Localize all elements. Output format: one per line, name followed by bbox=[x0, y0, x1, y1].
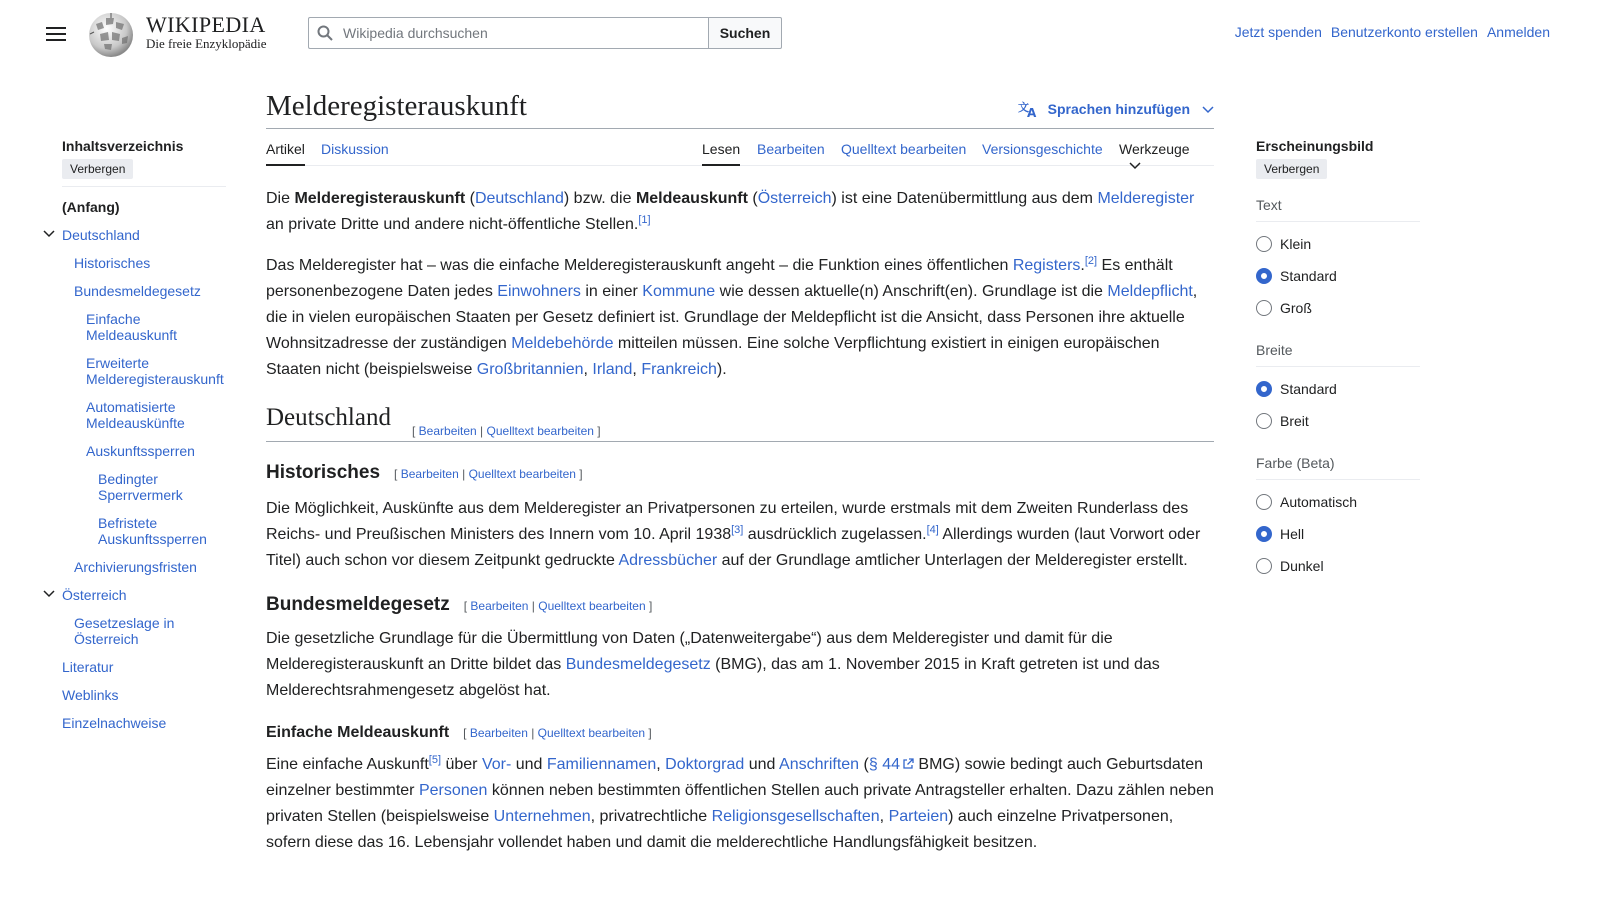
link-adressbuecher[interactable]: Adressbücher bbox=[618, 552, 718, 569]
toc-item-start[interactable] bbox=[62, 199, 226, 215]
toc-item-label: Erweiterte Melderegisterauskunft bbox=[86, 355, 224, 387]
link-grossbritannien[interactable]: Großbritannien bbox=[476, 361, 584, 378]
option-label: Automatisch bbox=[1280, 494, 1358, 510]
link-oesterreich[interactable]: Österreich bbox=[757, 190, 832, 207]
tab-quelltext-bearbeiten[interactable]: Quelltext bearbeiten bbox=[841, 141, 967, 157]
edit-source-section-link[interactable]: Quelltext bearbeiten bbox=[486, 424, 594, 438]
section-heading-historisches bbox=[266, 460, 1214, 490]
appearance-title: Erscheinungsbild bbox=[1256, 138, 1374, 154]
toc-item-label: Gesetzeslage in Österreich bbox=[74, 615, 175, 647]
section-edit-links: [ Bearbeiten | Quelltext bearbeiten ] bbox=[394, 467, 583, 481]
option-label: Standard bbox=[1280, 381, 1337, 397]
search-form bbox=[308, 17, 782, 49]
link-registers[interactable]: Registers bbox=[1012, 257, 1081, 274]
option-label: Dunkel bbox=[1280, 558, 1324, 574]
link-religionsgesellschaften[interactable]: Religionsgesellschaften bbox=[711, 808, 880, 825]
chevron-down-icon[interactable] bbox=[43, 588, 55, 600]
toc-item-label: Österreich bbox=[62, 587, 127, 603]
color-hell[interactable] bbox=[1256, 518, 1420, 550]
reference-link[interactable]: [2] bbox=[1084, 255, 1098, 267]
bold-term: Meldeauskunft bbox=[635, 190, 748, 207]
svg-text:文: 文 bbox=[1017, 101, 1029, 114]
toc-item-bedingter-sperrvermerk[interactable] bbox=[62, 471, 226, 503]
section-edit-links: [ Bearbeiten | Quelltext bearbeiten ] bbox=[412, 424, 601, 438]
edit-source-section-link[interactable]: Quelltext bearbeiten bbox=[468, 467, 576, 481]
paragraph-historisches: Die Möglichkeit, Auskünfte aus dem Melderegister an Privatpersonen zu erteilen, wurde erstmals mit dem Zweiten Runderlass des Reichs- und Preußischen Ministers des Innern vom 10. April 1938[3] ausdrücklich zugelassen.[4] Allerdings wurden (laut Vorwort oder Titel) auch schon vor diesem Zeitpunkt gedruckte Adressbücher auf der Grundlage amtlicher Unterlagen der Melderegister erstellt. bbox=[266, 500, 1201, 569]
create-account-link[interactable]: Benutzerkonto erstellen bbox=[1330, 24, 1478, 40]
link-anschriften[interactable]: Anschriften bbox=[779, 756, 860, 773]
article-body bbox=[266, 186, 1214, 856]
section-edit-links: [ Bearbeiten | Quelltext bearbeiten ] bbox=[463, 726, 652, 740]
color-options bbox=[1256, 486, 1420, 582]
link-melderegister[interactable]: Melderegister bbox=[1097, 190, 1195, 207]
toc-item-historisches[interactable] bbox=[62, 255, 226, 271]
option-label: Groß bbox=[1280, 300, 1312, 316]
tools-menu[interactable] bbox=[1119, 141, 1214, 180]
hamburger-icon bbox=[46, 26, 66, 42]
text-size-options bbox=[1256, 228, 1420, 324]
link-deutschland[interactable]: Deutschland bbox=[474, 190, 564, 207]
radio-button[interactable] bbox=[1256, 413, 1272, 429]
toc-item-label: Weblinks bbox=[62, 687, 119, 703]
chevron-down-icon bbox=[1202, 103, 1214, 115]
paragraph-intro: Die Melderegisterauskunft (Deutschland) bzw. die Meldeauskunft (Österreich) ist eine Datenübermittlung aus dem Melderegister an private Dritte und andere nicht-öffentliche Stellen.[1] bbox=[266, 190, 1195, 233]
width-breit[interactable] bbox=[1256, 405, 1420, 437]
page-title: Melderegisterauskunft bbox=[266, 90, 527, 122]
toc-item-label: Bundesmeldegesetz bbox=[74, 283, 201, 299]
text-size-klein[interactable] bbox=[1256, 228, 1420, 260]
reference-link[interactable]: [5] bbox=[428, 754, 442, 766]
link-meldepflicht[interactable]: Meldepflicht bbox=[1107, 283, 1193, 300]
option-label: Klein bbox=[1280, 236, 1312, 252]
tab-versionsgeschichte[interactable]: Versionsgeschichte bbox=[982, 141, 1103, 157]
login-link[interactable]: Anmelden bbox=[1486, 24, 1550, 40]
toc-item-label: Archivierungsfristen bbox=[74, 559, 197, 575]
link-familiennamen[interactable]: Familiennamen bbox=[546, 756, 657, 773]
paragraph-bundesmeldegesetz: Die gesetzliche Grundlage für die Übermittlung von Daten („Datenweitergabe“) aus dem Melderegister und damit für die Melderegisterauskunft an Dritte bildet das Bundesmeldegesetz (BMG), das am 1. November 2015 in Kraft getreten ist und das Melderechtsrahmengesetz abgelöst hat. bbox=[266, 630, 1160, 699]
paragraph-melderegister: Das Melderegister hat – was die einfache Melderegisterauskunft angeht – die Funktion eines öffentlichen Registers.[2] Es enthält personenbezogene Daten jedes Einwohners in einer Kommune wie dessen aktuelle(n) Anschrift(en). Grundlage ist die Meldepflicht, die in vielen europäischen Staaten per Gesetz definiert ist. Grundlage der Meldepflicht ist die Ansicht, dass Personen ihre aktuelle Wohnsitzadresse der zuständigen Meldebehörde mitteilen müssen. Eine solche Verpflichtung existiert in einigen europäischen Staaten nicht (beispielsweise Großbritannien, Irland, Frankreich). bbox=[266, 255, 1198, 378]
toc-item-label: Deutschland bbox=[62, 227, 140, 243]
title-row bbox=[266, 88, 1214, 129]
paragraph-einfache-meldeauskunft: Eine einfache Auskunft[5] über Vor- und Familiennamen, Doktorgrad und Anschriften (§ 44 BMG) sowie bedingt auch Geburtsdaten einzelner bestimmter Personen können neben bestimmten öffentlichen Stellen auch private Antragsteller erhalten. Dazu zählen neben privaten Stellen (beispielsweise Unternehmen, privatrechtliche Religionsgesellschaften, Parteien) auch einzelne Privatpersonen, sofern diese das 16. Lebensjahr vollendet haben und damit die melderechtliche Handlungsfähigkeit besitzen. bbox=[266, 754, 1214, 851]
link-vorname[interactable]: Vor- bbox=[481, 756, 512, 773]
link-personen[interactable]: Personen bbox=[418, 782, 488, 799]
wikipedia-wordmark[interactable]: WIKIPEDIA bbox=[146, 12, 266, 37]
search-icon bbox=[317, 25, 333, 41]
heading-text: Bundesmeldegesetz bbox=[266, 594, 450, 615]
heading-text: Historisches bbox=[266, 462, 381, 483]
globe-icon bbox=[86, 10, 136, 58]
language-icon bbox=[1018, 100, 1038, 118]
link-irland[interactable]: Irland bbox=[592, 361, 633, 378]
donate-link[interactable]: Jetzt spenden bbox=[1234, 24, 1322, 40]
wikipedia-globe-logo[interactable] bbox=[86, 10, 136, 58]
link-bundesmeldegesetz[interactable]: Bundesmeldegesetz bbox=[565, 656, 711, 673]
search-box bbox=[308, 17, 708, 49]
link-paragraph-44[interactable]: § 44 bbox=[868, 756, 900, 773]
appearance-panel bbox=[1256, 138, 1420, 582]
reference-link[interactable]: [4] bbox=[926, 524, 939, 536]
toc-hide-button[interactable]: Verbergen bbox=[62, 159, 133, 179]
chevron-down-icon bbox=[1129, 159, 1141, 171]
radio-button[interactable] bbox=[1256, 300, 1272, 316]
wikipedia-tagline: Die freie Enzyklopädie bbox=[146, 36, 267, 51]
edit-section-link[interactable]: Bearbeiten bbox=[400, 467, 459, 481]
section-heading-deutschland bbox=[266, 403, 1214, 442]
toc-item-bundesmeldegesetz[interactable] bbox=[62, 283, 226, 299]
tab-lesen[interactable]: Lesen bbox=[702, 141, 740, 166]
toc-item-deutschland[interactable] bbox=[62, 227, 226, 243]
radio-button-selected[interactable] bbox=[1256, 268, 1272, 284]
color-label: Farbe (Beta) bbox=[1256, 455, 1420, 480]
heading-text: Deutschland bbox=[266, 404, 391, 431]
link-einwohners[interactable]: Einwohners bbox=[497, 283, 581, 300]
search-input[interactable] bbox=[341, 24, 685, 42]
toc-item-gesetzeslage[interactable] bbox=[62, 615, 226, 647]
site-header bbox=[0, 0, 1600, 66]
toc-item-label: Bedingter Sperrvermerk bbox=[98, 471, 183, 503]
toc-item-label: Automatisierte Meldeauskünfte bbox=[86, 399, 185, 431]
page-tabs bbox=[266, 129, 1214, 166]
toc-title: Inhaltsverzeichnis bbox=[62, 138, 184, 154]
toc-item-automatisierte-meldeauskuenfte[interactable] bbox=[62, 399, 226, 431]
toc-item-einzelnachweise[interactable] bbox=[62, 715, 226, 731]
toc-item-erweiterte-melderegisterauskunft[interactable] bbox=[62, 355, 226, 387]
width-standard[interactable] bbox=[1256, 373, 1420, 405]
radio-button-selected[interactable] bbox=[1256, 526, 1272, 542]
section-heading-bundesmeldegesetz bbox=[266, 592, 1214, 622]
external-link-icon bbox=[902, 758, 914, 770]
toc-item-befristete-auskunftssperren[interactable] bbox=[62, 515, 226, 547]
link-doktorgrad[interactable]: Doktorgrad bbox=[665, 756, 745, 773]
appearance-hide-button[interactable]: Verbergen bbox=[1256, 159, 1327, 179]
text-size-standard[interactable] bbox=[1256, 260, 1420, 292]
width-label: Breite bbox=[1256, 342, 1420, 367]
text-size-label: Text bbox=[1256, 197, 1420, 222]
toc-item-label: (Anfang) bbox=[62, 199, 120, 215]
tools-label: Werkzeuge bbox=[1119, 141, 1190, 157]
radio-button-selected[interactable] bbox=[1256, 381, 1272, 397]
main-menu-button[interactable] bbox=[38, 18, 74, 50]
toc-item-label: Auskunftssperren bbox=[86, 443, 195, 459]
reference-link[interactable]: [3] bbox=[731, 524, 744, 536]
option-label: Breit bbox=[1280, 413, 1309, 429]
toc-item-label: Einfache Meldeauskunft bbox=[86, 311, 178, 343]
link-unternehmen[interactable]: Unternehmen bbox=[493, 808, 591, 825]
toc-item-archivierungsfristen[interactable] bbox=[62, 559, 226, 575]
radio-button[interactable] bbox=[1256, 236, 1272, 252]
toc-item-label: Einzelnachweise bbox=[62, 715, 167, 731]
radio-button[interactable] bbox=[1256, 494, 1272, 510]
edit-section-link[interactable]: Bearbeiten bbox=[470, 599, 529, 613]
toc-item-label: Literatur bbox=[62, 659, 114, 675]
toc-item-literatur[interactable] bbox=[62, 659, 226, 675]
add-languages-button[interactable] bbox=[1018, 100, 1214, 118]
search-button[interactable]: Suchen bbox=[708, 17, 782, 49]
edit-section-link[interactable]: Bearbeiten bbox=[418, 424, 477, 438]
option-label: Hell bbox=[1280, 526, 1305, 542]
color-dunkel[interactable] bbox=[1256, 550, 1420, 582]
link-parteien[interactable]: Parteien bbox=[888, 808, 949, 825]
toc-item-auskunftssperren[interactable] bbox=[62, 443, 226, 459]
tab-bearbeiten[interactable]: Bearbeiten bbox=[757, 141, 825, 157]
bold-term: Melderegisterauskunft bbox=[294, 190, 466, 207]
edit-source-section-link[interactable]: Quelltext bearbeiten bbox=[537, 726, 646, 740]
svg-text:A: A bbox=[1026, 106, 1036, 118]
add-languages-label: Sprachen hinzufügen bbox=[1047, 101, 1190, 117]
section-edit-links: [ Bearbeiten | Quelltext bearbeiten ] bbox=[463, 599, 653, 613]
heading-text: Einfache Meldeauskunft bbox=[266, 724, 450, 741]
reference-link[interactable]: [1] bbox=[638, 214, 651, 226]
radio-button[interactable] bbox=[1256, 558, 1272, 574]
tab-diskussion[interactable]: Diskussion bbox=[321, 141, 389, 157]
toc-item-label: Befristete Auskunftssperren bbox=[98, 515, 207, 547]
link-meldebehoerde[interactable]: Meldebehörde bbox=[511, 335, 614, 352]
color-automatisch[interactable] bbox=[1256, 486, 1420, 518]
toc-item-einfache-meldeauskunft[interactable] bbox=[62, 311, 226, 343]
edit-source-section-link[interactable]: Quelltext bearbeiten bbox=[538, 599, 646, 613]
user-links bbox=[1235, 24, 1550, 40]
link-frankreich[interactable]: Frankreich bbox=[641, 361, 717, 378]
tab-artikel[interactable]: Artikel bbox=[266, 141, 305, 166]
width-options bbox=[1256, 373, 1420, 437]
option-label: Standard bbox=[1280, 268, 1337, 284]
edit-section-link[interactable]: Bearbeiten bbox=[469, 726, 528, 740]
toc-item-oesterreich[interactable] bbox=[62, 587, 226, 603]
table-of-contents bbox=[62, 138, 226, 743]
article-content bbox=[266, 88, 1214, 871]
section-heading-einfache-meldeauskunft bbox=[266, 720, 1214, 748]
link-kommune[interactable]: Kommune bbox=[642, 283, 716, 300]
toc-item-label: Historisches bbox=[74, 255, 151, 271]
toc-item-weblinks[interactable] bbox=[62, 687, 226, 703]
text-size-gross[interactable] bbox=[1256, 292, 1420, 324]
toc-divider bbox=[62, 186, 226, 187]
chevron-down-icon[interactable] bbox=[43, 228, 55, 240]
